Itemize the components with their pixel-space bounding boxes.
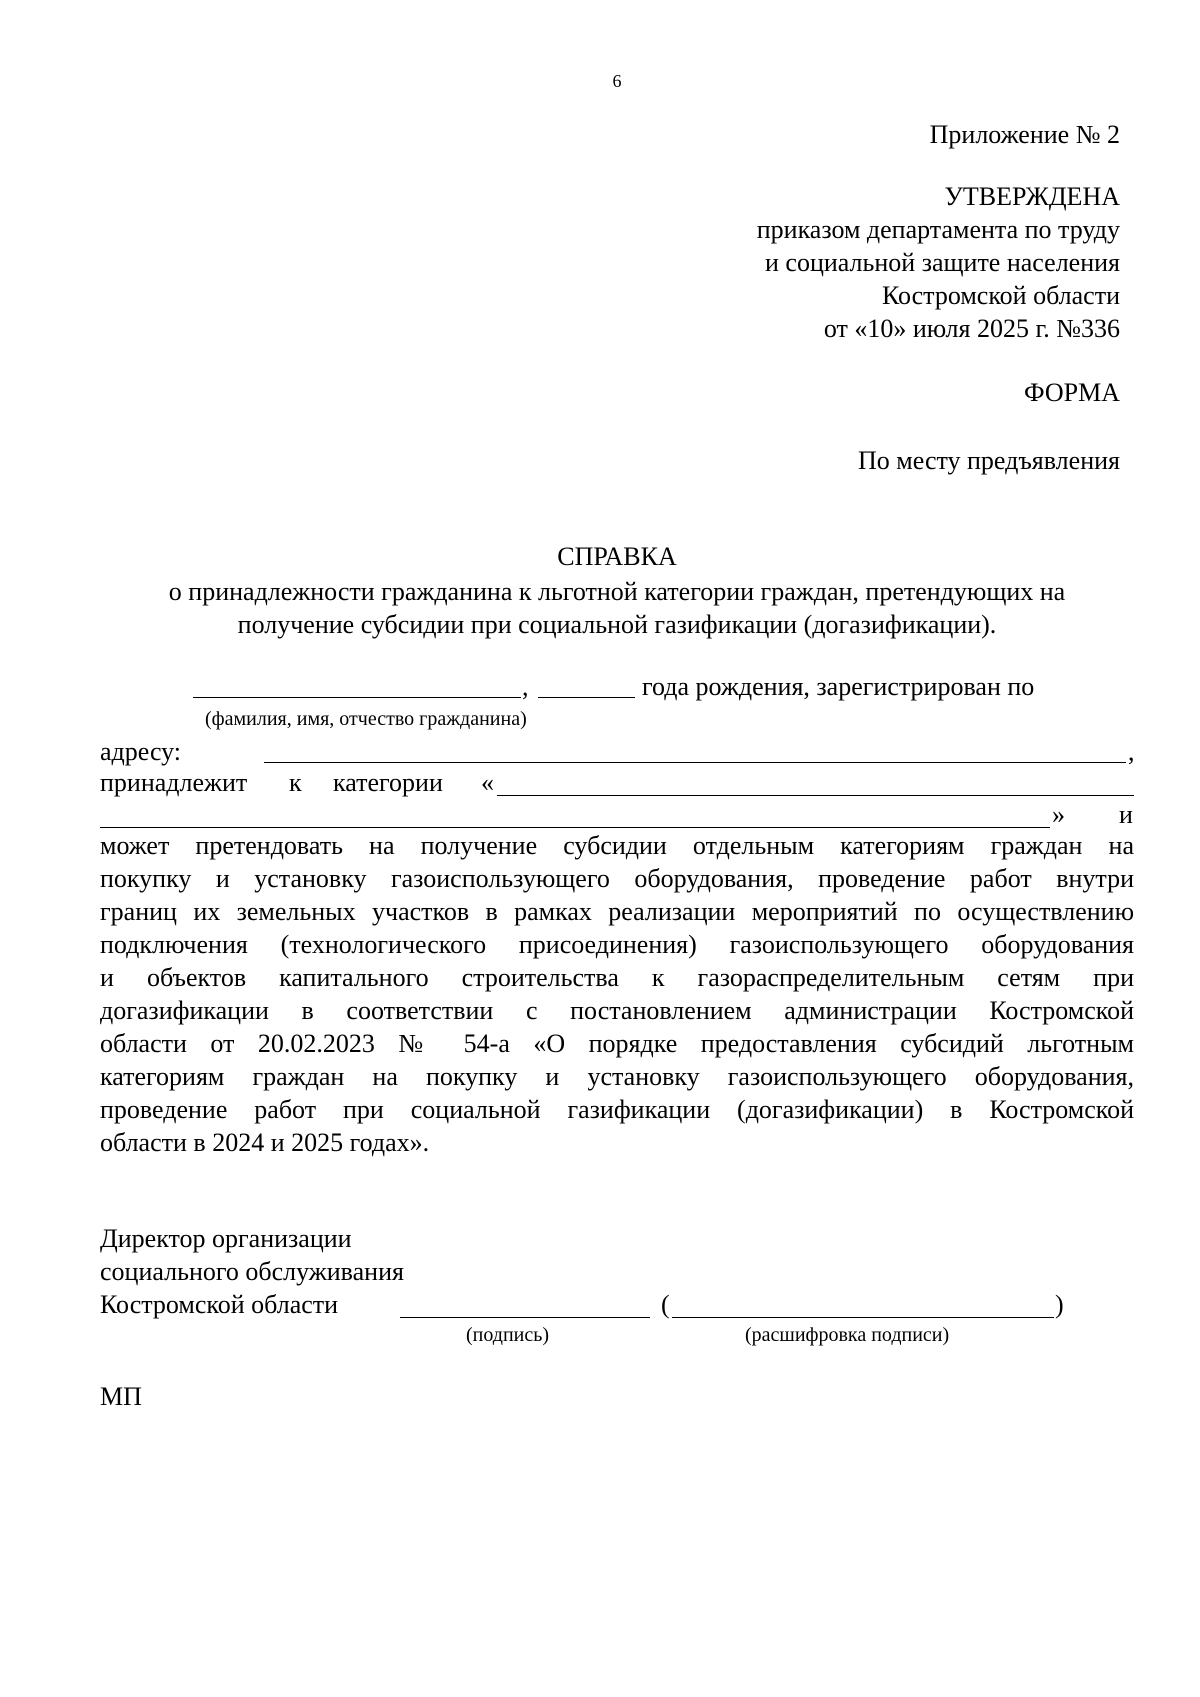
body-line: и объектов капитального строительства к газораспределительным сетям при	[100, 963, 1134, 992]
name-hint: (фамилия, имя, отчество гражданина)	[205, 708, 527, 730]
category-close-quote: »	[1052, 800, 1065, 829]
presentation-place: По месту предъявления	[858, 446, 1120, 475]
approval-block	[757, 180, 1120, 345]
name-comma: ,	[522, 672, 529, 701]
document-subtitle: получение субсидии при социальной газификации (догазификации).	[237, 610, 997, 639]
approved-line: и социальной защите населения	[764, 248, 1120, 277]
document-title: СПРАВКА	[557, 542, 677, 571]
approved-line: от «10» июля 2025 г. №336	[823, 314, 1120, 343]
approved-line: приказом департамента по труду	[756, 215, 1120, 244]
address-field[interactable]	[264, 762, 1126, 763]
category-word: к	[289, 768, 302, 797]
birth-text: года рождения, зарегистрирован по	[642, 672, 1035, 701]
body-line: области от 20.02.2023 № 54-а «О порядке предоставления субсидий льготным	[100, 1029, 1134, 1058]
body-line: покупку и установку газоиспользующего оборудования, проведение работ внутри	[100, 864, 1134, 893]
category-word: принадлежит	[100, 768, 248, 797]
signature-field[interactable]	[400, 1317, 650, 1318]
birth-year-field[interactable]	[538, 697, 635, 698]
approved-line: Костромской области	[881, 281, 1120, 310]
category-and: и	[1119, 800, 1133, 829]
body-line: границ их земельных участков в рамках реализации мероприятий по осуществлению	[100, 897, 1134, 926]
address-comma: ,	[1128, 737, 1135, 766]
approved-heading: УТВЕРЖДЕНА	[944, 182, 1120, 211]
body-line: может претендовать на получение субсидии отдельным категориям граждан на	[100, 831, 1134, 860]
body-line: подключения (технологического присоединения) газоиспользующего оборудования	[100, 930, 1134, 959]
category-word: категории	[333, 768, 443, 797]
document-subtitle: о принадлежности гражданина к льготной категории граждан, претендующих на	[168, 577, 1066, 606]
body-line: категориям граждан на покупку и установку газоиспользующего оборудования,	[100, 1062, 1134, 1091]
signer-title: Директор организации	[100, 1224, 352, 1253]
category-field[interactable]	[497, 795, 1134, 796]
decode-hint: (расшифровка подписи)	[745, 1324, 950, 1346]
body-paragraph	[100, 829, 1134, 1159]
category-field-continued[interactable]	[100, 827, 1050, 828]
form-label: ФОРМА	[1024, 378, 1120, 407]
body-line: догазификации в соответствии с постановлением администрации Костромской	[100, 996, 1134, 1025]
signer-title: социального обслуживания	[100, 1257, 404, 1286]
body-line: проведение работ при социальной газификации (догазификации) в Костромской	[100, 1095, 1134, 1124]
signer-title: Костромской области	[100, 1290, 339, 1319]
signature-block	[100, 1222, 404, 1321]
category-open-quote: «	[481, 768, 494, 797]
appendix-label: Приложение № 2	[929, 120, 1120, 149]
signature-decode-field[interactable]	[672, 1317, 1054, 1318]
decode-paren-close: )	[1055, 1290, 1064, 1319]
decode-paren-open: (	[661, 1290, 670, 1319]
body-line: области в 2024 и 2025 годах».	[100, 1128, 430, 1157]
signature-hint: (подпись)	[466, 1324, 550, 1346]
name-field[interactable]	[193, 697, 521, 698]
stamp-place: МП	[100, 1382, 142, 1411]
address-label: адресу:	[100, 737, 182, 766]
page-number: 6	[612, 71, 622, 91]
